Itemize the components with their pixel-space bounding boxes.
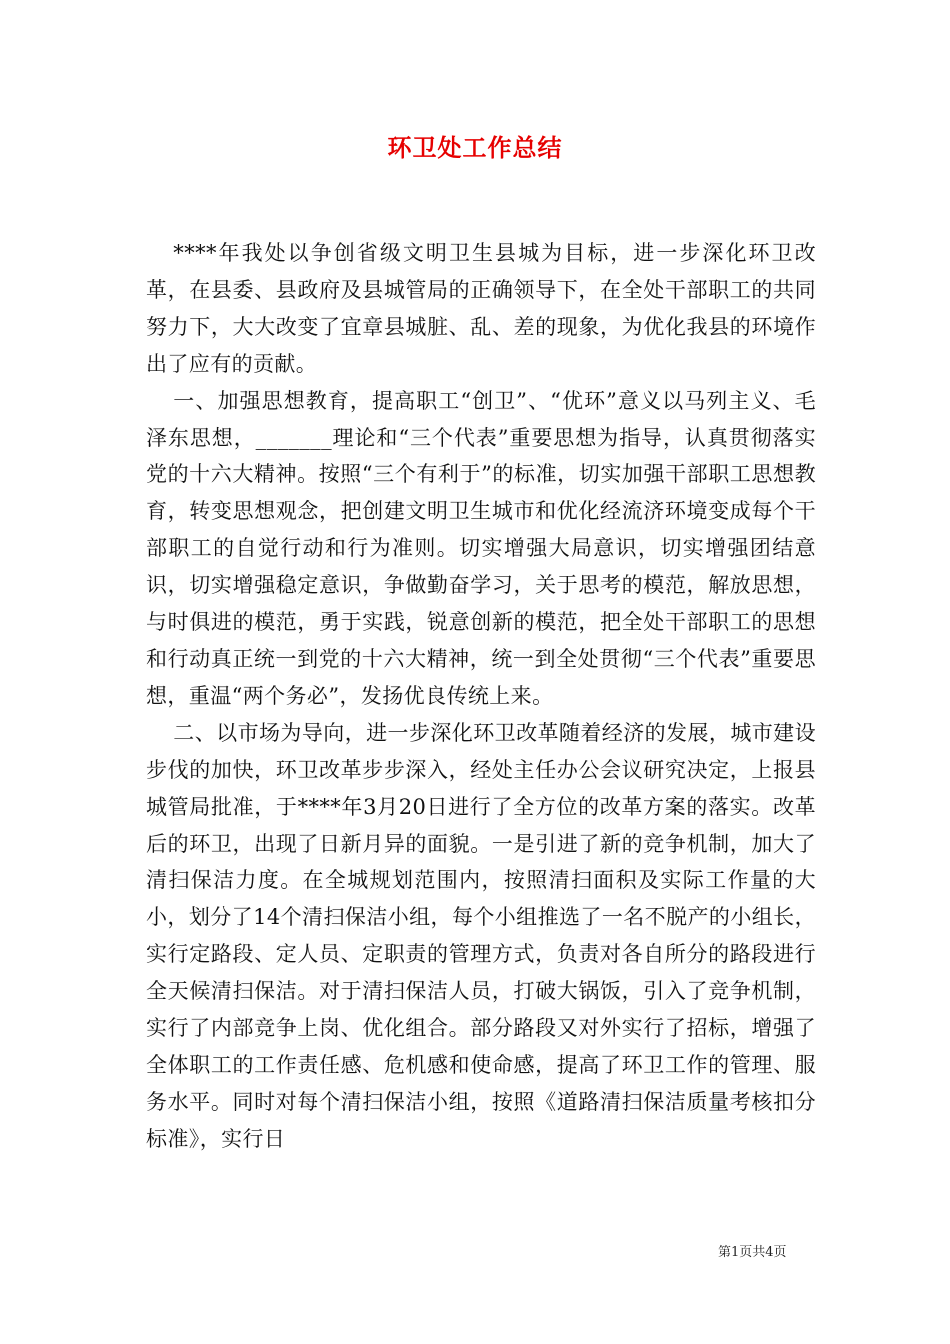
paragraph-intro: ****年我处以争创省级文明卫生县城为目标，进一步深化环卫改革，在县委、县政府及县城管局的正确领导下，在全处干部职工的共同努力下，大大改变了宜章县城脏、乱、差的现象，为优化我县的环境作出了应有的贡献。 — [146, 241, 816, 376]
paragraph-section-two: 二、以市场为导向，进一步深化环卫改革随着经济的发展，城市建设步伐的加快，环卫改革步步深入，经处主任办公会议研究决定，上报县城管局批准，于****年3月20日进行了全方位的改革方案的落实。改革后的环卫，出现了日新月异的面貌。一是引进了新的竞争机制，加大了清扫保洁力度。在全城规划范围内，按照清扫面积及实际工作量的大小，划分了14个清扫保洁小组，每个小组推选了一名不脱产的小组长，实行定路段、定人员、定职责的管理方式，负责对各自所分的路段进行全天候清扫保洁。对于清扫保洁人员，打破大锅饭，引入了竞争机制，实行了内部竞争上岗、优化组合。部分路段又对外实行了招标，增强了全体职工的工作责任感、危机感和使命感，提高了环卫工作的管理、服务水平。同时对每个清扫保洁小组，按照《道路清扫保洁质量考核扣分标准》，实行日 — [146, 720, 816, 1151]
page-number: 第1页共4页 — [718, 1245, 787, 1260]
document-title: 环卫处工作总结 — [387, 133, 563, 162]
document-body — [146, 235, 816, 1158]
paragraph-section-one: 一、加强思想教育，提高职工“创卫”、“优环”意义以马列主义、毛泽东思想，_______理论和“三个代表”重要思想为指导，认真贯彻落实党的十六大精神。按照“三个有利于”的标准，切实加强干部职工思想教育，转变思想观念，把创建文明卫生城市和优化经流济环境变成每个干部职工的自觉行动和行为准则。切实增强大局意识，切实增强团结意识，切实增强稳定意识，争做勤奋学习，关于思考的模范，解放思想，与时俱进的模范，勇于实践，锐意创新的模范，把全处干部职工的思想和行动真正统一到党的十六大精神，统一到全处贯彻“三个代表”重要思想，重温“两个务必”，发扬优良传统上来。 — [146, 388, 816, 708]
